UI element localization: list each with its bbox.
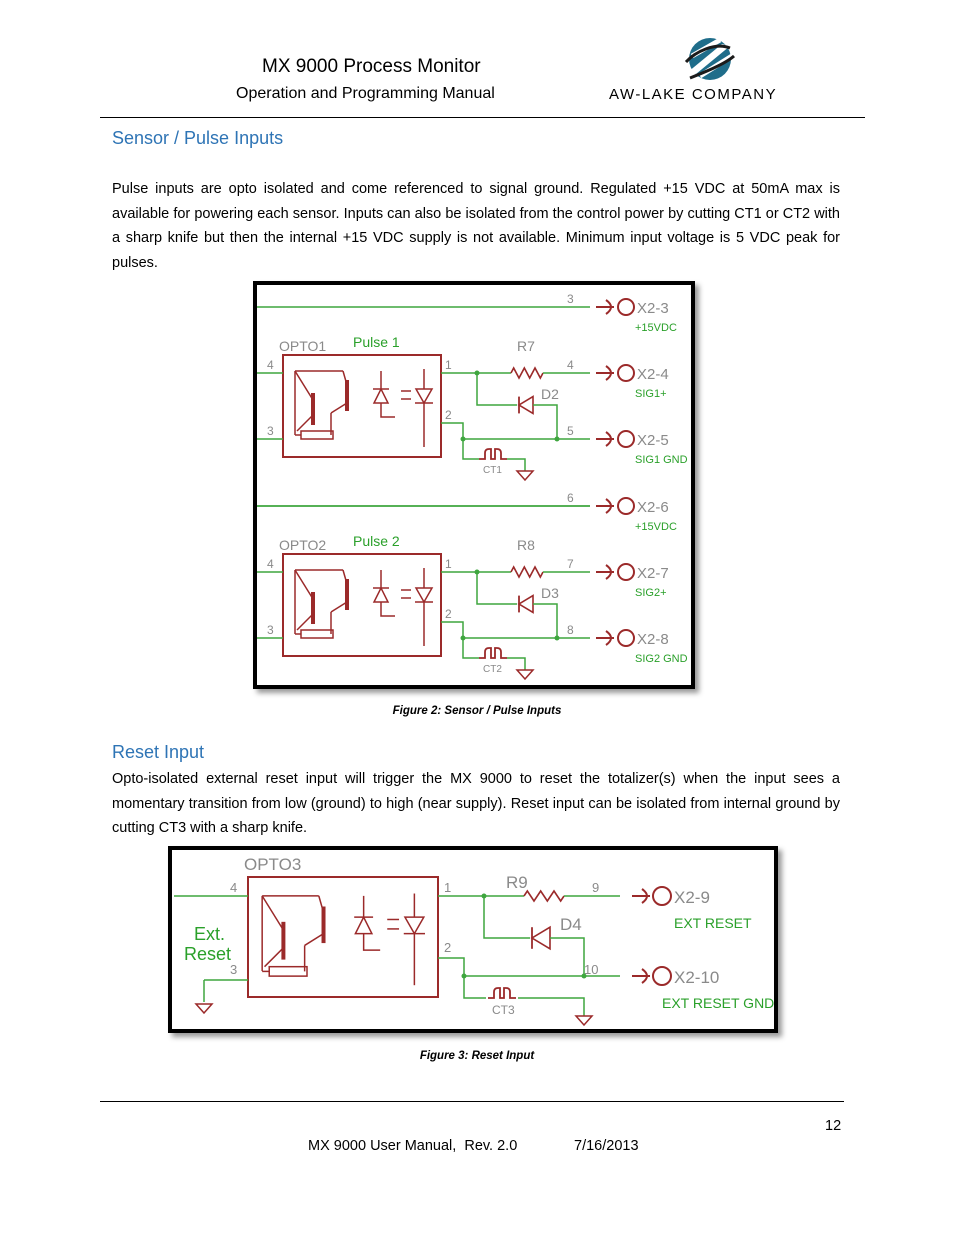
opto-body	[248, 877, 438, 997]
ground-wire	[438, 958, 584, 976]
pin-label: 2	[445, 607, 452, 621]
pin-label: 6	[567, 491, 574, 505]
diode-icon	[532, 927, 550, 949]
cut-trace-icon	[488, 988, 516, 998]
terminal-icon	[618, 630, 634, 646]
signal-label: SIG2 GND	[635, 653, 688, 665]
terminal-label: X2-8	[637, 631, 669, 648]
transistor-emitter	[331, 602, 347, 612]
figure-reset-input	[168, 846, 778, 1033]
section-paragraph-sensor: Pulse inputs are opto isolated and come referenced to signal ground. Regulated +15 VDC at 50mA max is available for powering each sensor. Inputs can also be isolated from the control power by cutting CT1 or CT2 with a sharp knife but then the internal +15 VDC supply is not available. Minimum input voltage is 5 VDC peak for pulses.	[112, 181, 840, 271]
pin-label: 3	[267, 623, 274, 637]
ct-wire	[507, 459, 525, 471]
reset-schematic	[172, 850, 774, 1029]
pulse-label: Pulse 1	[353, 334, 400, 350]
ground-icon	[196, 1004, 212, 1013]
diode-wire	[533, 604, 590, 638]
transistor-emitter	[331, 403, 347, 413]
pulse-label: Pulse 2	[353, 533, 400, 549]
resistor-icon	[511, 567, 543, 577]
section-paragraph-reset: Opto-isolated external reset input will trigger the MX 9000 to reset the totalizer(s) when the input sees a momentary transition from low (ground) to high (near supply). Reset input can be isolated from internal ground by cutting CT3 with a sharp knife.	[112, 771, 840, 836]
signal-label: SIG2+	[635, 587, 667, 599]
terminal-icon	[618, 299, 634, 315]
terminal-icon	[618, 365, 634, 381]
signal-label: SIG1+	[635, 388, 667, 400]
signal-label: +15VDC	[635, 521, 677, 533]
ground-icon	[517, 670, 533, 679]
signal-label: EXT RESET	[674, 915, 752, 931]
pin-label: 3	[567, 292, 574, 306]
terminal-label: X2-7	[637, 565, 669, 582]
resistor-label: R8	[517, 537, 535, 553]
opto-rail	[364, 934, 381, 951]
opto-label: OPTO1	[279, 338, 327, 354]
pin-label: 7	[567, 557, 574, 571]
led-icon	[416, 389, 432, 403]
pin-label: 5	[567, 424, 574, 438]
clamp-diode-icon	[374, 588, 388, 602]
terminal-icon	[653, 887, 671, 905]
transistor-collector	[319, 896, 324, 913]
transistor-emitter	[297, 614, 313, 630]
resistor-label: R7	[517, 338, 535, 354]
logo-text: AW-LAKE COMPANY	[609, 86, 778, 103]
resistor-icon	[511, 368, 543, 378]
signal-label: EXT RESET GND	[662, 995, 774, 1011]
figure-caption-2: Figure 2: Sensor / Pulse Inputs	[392, 705, 562, 717]
figure-sensor-pulse-inputs	[253, 281, 695, 689]
clamp-diode-icon	[355, 917, 372, 934]
diode-icon	[519, 596, 533, 613]
pin-label: 4	[267, 557, 274, 571]
resistor-icon	[301, 630, 333, 638]
diode-wire	[533, 405, 590, 439]
transistor-emitter	[297, 415, 313, 431]
terminal-icon	[653, 967, 671, 985]
document-subtitle: Operation and Programming Manual	[236, 85, 495, 102]
diode-wire	[477, 572, 517, 604]
section-heading-reset: Reset Input	[112, 742, 205, 762]
figure-caption-3: Figure 3: Reset Input	[419, 1050, 535, 1062]
terminal-label: X2-5	[637, 432, 669, 449]
footer-manual-revision: MX 9000 User Manual, Rev. 2.0	[308, 1138, 518, 1154]
pin-label: 10	[584, 962, 599, 977]
resistor-icon	[301, 431, 333, 439]
footer-date: 7/16/2013	[574, 1138, 639, 1154]
opto-label: OPTO3	[244, 855, 302, 874]
diode-wire	[477, 373, 517, 405]
section-heading-sensor: Sensor / Pulse Inputs	[112, 128, 284, 148]
ground-wire	[441, 622, 557, 638]
cut-trace-icon	[479, 648, 507, 658]
ct-wire	[507, 658, 525, 670]
ct-wire	[464, 976, 486, 998]
clamp-diode-icon	[374, 389, 388, 403]
company-logo	[600, 34, 820, 106]
terminal-label: X2-4	[637, 366, 669, 383]
transistor-emitter	[265, 948, 284, 967]
opto-rail	[381, 602, 395, 616]
signal-label: SIG1 GND	[635, 454, 688, 466]
ground-icon	[576, 1016, 592, 1025]
diode-label: D3	[541, 585, 559, 601]
pin-label: 1	[445, 557, 452, 571]
cut-trace-label: CT3	[492, 1003, 515, 1017]
terminal-icon	[618, 498, 634, 514]
ct-wire	[463, 638, 479, 658]
diode-label: D2	[541, 386, 559, 402]
transistor-collector	[295, 570, 313, 599]
header-rule	[100, 117, 865, 118]
opto-label: OPTO2	[279, 537, 327, 553]
opto-rail	[381, 403, 395, 417]
terminal-icon	[618, 431, 634, 447]
sensor-schematic	[257, 285, 691, 685]
terminal-label: X2-3	[637, 300, 669, 317]
led-icon	[405, 917, 424, 934]
page-number: 12	[825, 1118, 842, 1134]
pin-label: 3	[267, 424, 274, 438]
diode-label: D4	[560, 915, 582, 934]
pin-label: 4	[230, 880, 238, 895]
pin-label: 4	[567, 358, 574, 372]
diode-icon	[519, 397, 533, 414]
pin-label: 2	[445, 408, 452, 422]
terminal-label: X2-9	[674, 888, 710, 907]
ct-wire	[463, 439, 479, 459]
ground-icon	[517, 471, 533, 480]
footer-rule	[100, 1101, 844, 1102]
pin-label: 9	[592, 880, 600, 895]
signal-label: +15VDC	[635, 322, 677, 334]
pin-label: 4	[267, 358, 274, 372]
transistor-collector	[295, 371, 313, 400]
resistor-icon	[269, 967, 307, 976]
cut-trace-label: CT1	[483, 465, 502, 476]
pin-label: 1	[445, 358, 452, 372]
cut-trace-icon	[479, 449, 507, 459]
terminal-label: X2-6	[637, 499, 669, 516]
pin-label: 1	[444, 880, 452, 895]
led-icon	[416, 588, 432, 602]
terminal-icon	[618, 564, 634, 580]
pin-label: 8	[567, 623, 574, 637]
ext-reset-label: Reset	[184, 944, 232, 964]
terminal-label: X2-10	[674, 968, 720, 987]
ground-wire	[441, 423, 557, 439]
resistor-icon	[524, 891, 564, 901]
transistor-emitter	[305, 934, 324, 946]
ct-wire	[518, 998, 584, 1016]
cut-trace-label: CT2	[483, 664, 502, 675]
ext-reset-label: Ext.	[194, 924, 226, 944]
document-title: MX 9000 Process Monitor	[262, 56, 481, 77]
pin-label: 2	[444, 940, 452, 955]
pin-label: 3	[230, 962, 238, 977]
transistor-collector	[262, 896, 283, 930]
diode-wire	[484, 896, 530, 938]
resistor-label: R9	[506, 873, 528, 892]
